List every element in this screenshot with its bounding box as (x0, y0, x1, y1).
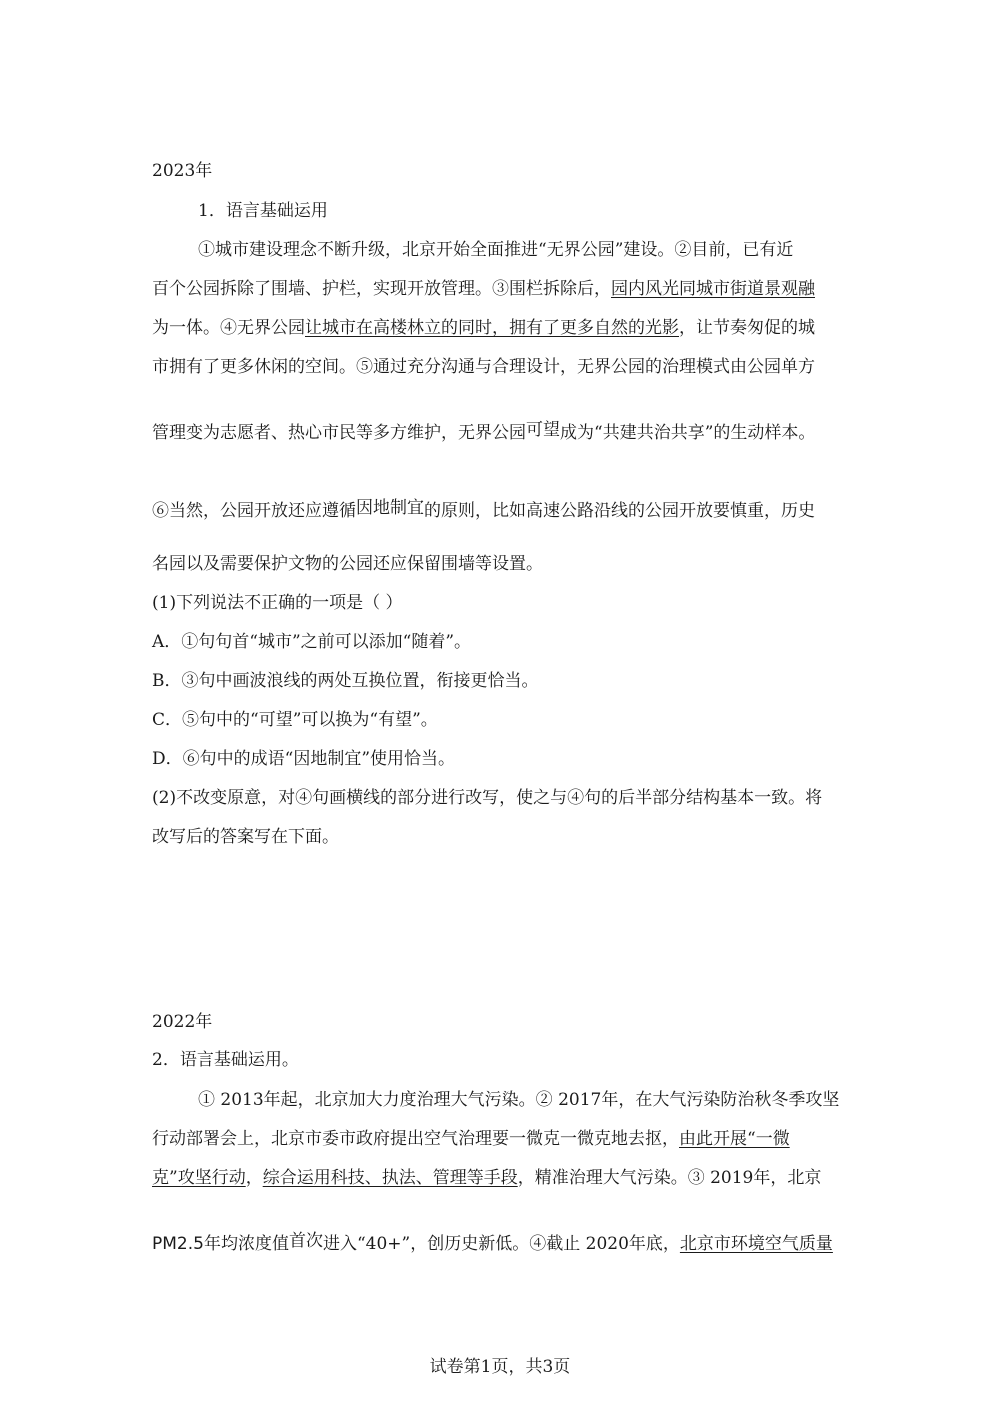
passage-2-line-2 (152, 1128, 790, 1150)
passage-1-line-3 (152, 317, 815, 339)
text-segment: 百个公园拆除了围墙、护栏，实现开放管理。③围栏拆除后， (152, 279, 611, 299)
text-segment: ， (245, 1168, 263, 1188)
underlined-phrase-b: 综合运用科技、执法、管理等手段 (262, 1168, 518, 1188)
passage-2-line-1: ① 2013年起，北京加大力度治理大气污染。② 2017年，在大气污染防治秋冬季攻坚 (198, 1090, 840, 1110)
passage-1-line-2 (152, 278, 815, 300)
text-segment: 管理变为志愿者、热心市民等多方维护，无界公园 (152, 423, 526, 443)
year-heading-2023: 2023年 (152, 161, 213, 181)
passage-1-line-4: 市拥有了更多休闲的空间。⑤通过充分沟通与合理设计，无界公园的治理模式由公园单方 (152, 357, 815, 377)
underlined-phrase-a: 由此开展“一微 (679, 1129, 790, 1149)
sub-question-2-line-2: 改写后的答案写在下面。 (152, 827, 339, 847)
year-heading-2022: 2022年 (152, 1012, 213, 1032)
text-segment: PM2.5年均浓度值 (152, 1234, 289, 1254)
page-footer: 试卷第1页，共3页 (429, 1357, 571, 1377)
wavy-underlined-phrase-1: 园内风光 (611, 279, 679, 299)
word-shouci: 首次 (288, 1231, 323, 1251)
idiom-yindizhiyi: 因地制宜 (356, 498, 424, 518)
text-segment: 成为“共建共治共享”的生动样本。 (560, 423, 816, 443)
option-b: B．③句中画波浪线的两处互换位置，衔接更恰当。 (152, 671, 539, 691)
text-segment: ，让节奏匆促的城 (679, 318, 815, 338)
option-a: A．①句句首“城市”之前可以添加“随着”。 (152, 632, 472, 652)
question-2-title: 2．语言基础运用。 (152, 1050, 299, 1070)
text-segment: ⑥当然，公园开放还应遵循 (152, 501, 356, 521)
passage-1-line-7: 名园以及需要保护文物的公园还应保留围墙等设置。 (152, 554, 543, 574)
underlined-sentence-4: 让城市在高楼林立的同时，拥有了更多自然的光影 (305, 318, 679, 338)
sub-question-1: (1)下列说法不正确的一项是（ ） (152, 593, 403, 613)
passage-2-line-3 (152, 1167, 821, 1189)
text-segment: ，精准治理大气污染。③ 2019年，北京 (517, 1168, 822, 1188)
passage-2-line-4 (152, 1233, 833, 1255)
word-kewang: 可望 (526, 420, 560, 440)
option-c: C．⑤句中的“可望”可以换为“有望”。 (152, 710, 438, 730)
wavy-underlined-phrase-2: 同城市街道景观融 (679, 279, 815, 299)
text-segment: 为一体。④无界公园 (152, 318, 305, 338)
passage-1-line-1: ①城市建设理念不断升级，北京开始全面推进“无界公园”建设。②目前，已有近 (198, 240, 794, 260)
option-d: D．⑥句中的成语“因地制宜”使用恰当。 (152, 749, 456, 769)
passage-1-line-6 (152, 500, 815, 522)
text-segment: 的原则，比如高速公路沿线的公园开放要慎重，历史 (424, 501, 815, 521)
question-1-title: 1．语言基础运用 (198, 201, 328, 221)
text-segment: 进入“40+”，创历史新低。④截止 2020年底， (322, 1234, 680, 1254)
underlined-phrase-a-cont: 克”攻坚行动 (152, 1168, 246, 1188)
text-segment: 行动部署会上，北京市委市政府提出空气治理要一微克一微克地去抠， (152, 1129, 679, 1149)
sub-question-2-line-1: (2)不改变原意，对④句画横线的部分进行改写，使之与④句的后半部分结构基本一致。将 (152, 788, 823, 808)
underlined-phrase-c: 北京市环境空气质量 (679, 1234, 833, 1254)
passage-1-line-5 (152, 422, 815, 444)
